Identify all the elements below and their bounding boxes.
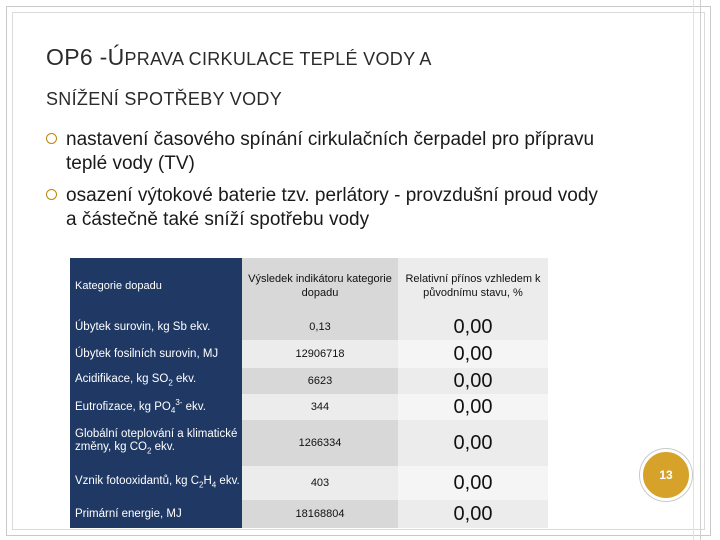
row-value: 1266334 [242,420,398,466]
slide-right-rule-inner [693,0,694,540]
row-value: 6623 [242,368,398,394]
title-rest: PRAVA CIRKULACE TEPLÉ VODY A [124,49,432,69]
row-relative: 0,00 [398,500,548,528]
row-relative: 0,00 [398,340,548,368]
slide-title [46,38,646,118]
title-line-2: SNÍŽENÍ SPOTŘEBY VODY [46,89,283,109]
table-row [70,500,548,528]
row-category: Globální oteplování a klimatické změny, kg $CO_2$ ekv. [70,420,242,466]
row-relative: 0,00 [398,394,548,420]
bullet-item [46,128,606,176]
table-row [70,340,548,368]
row-value: 344 [242,394,398,420]
row-category: Primární energie, MJ [70,500,242,528]
row-category: Acidifikace, kg $SO_2$ ekv. [70,368,242,394]
row-value: 12906718 [242,340,398,368]
title-lead: OP6 -Ú [46,44,125,70]
row-relative: 0,00 [398,420,548,466]
header-indicator: Výsledek indikátoru kategorie dopadu [242,258,398,314]
table-row [70,314,548,340]
circle-bullet-icon [46,133,57,144]
row-category: Úbytek surovin, kg Sb ekv. [70,314,242,340]
bullet-text: osazení výtokové baterie tzv. perlátory - provzdušní proud vody a částečně také sníží spotřebu vody [66,185,598,230]
row-value: 18168804 [242,500,398,528]
header-relative: Relativní přínos vzhledem k původnímu stavu, % [398,258,548,314]
bullet-item [46,184,606,232]
table-row [70,420,548,466]
table-row [70,466,548,500]
bullet-text: nastavení časového spínání cirkulačních čerpadel pro přípravu teplé vody (TV) [66,129,595,174]
header-category: Kategorie dopadu [70,258,242,314]
row-value: 403 [242,466,398,500]
circle-bullet-icon [46,189,57,200]
row-value: 0,13 [242,314,398,340]
page-number-badge: 13 [640,449,692,501]
row-relative: 0,00 [398,466,548,500]
title-line-1 [46,38,646,80]
row-category: Vznik fotooxidantů, kg $C_2H_4$ ekv. [70,466,242,500]
table-row [70,394,548,420]
row-relative: 0,00 [398,368,548,394]
impact-table [70,258,548,528]
table-header-row [70,258,548,314]
row-category: Úbytek fosilních surovin, MJ [70,340,242,368]
slide-right-rule [700,0,701,540]
bullet-list [46,128,606,240]
table-row [70,368,548,394]
row-category: Eutrofizace, kg $PO_4^{3-}$ ekv. [70,394,242,420]
row-relative: 0,00 [398,314,548,340]
